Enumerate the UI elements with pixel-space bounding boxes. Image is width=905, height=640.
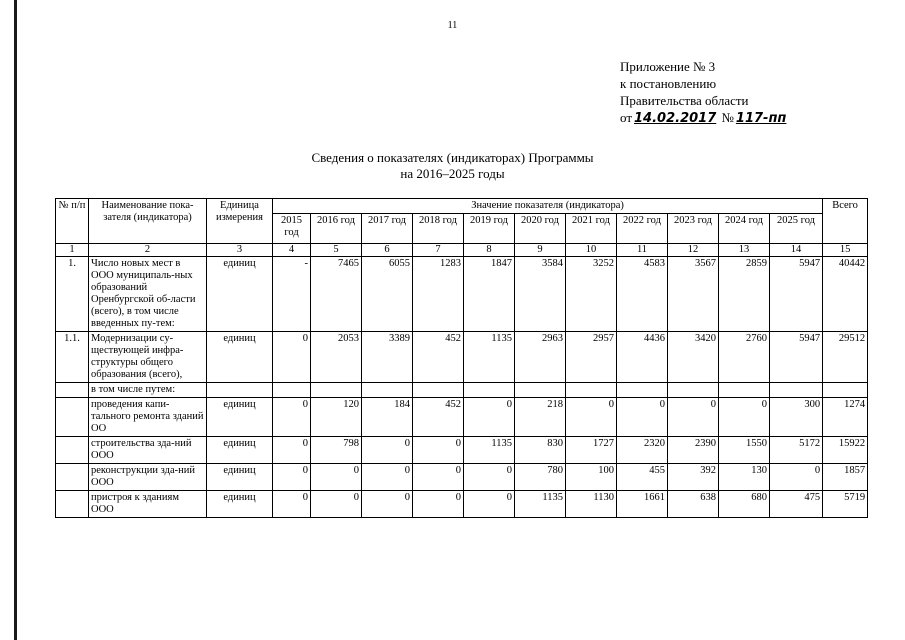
value-cell: 455 (617, 464, 668, 491)
value-cell: 184 (362, 398, 413, 437)
indicator-name: Число новых мест в ООО муниципаль-ных образований Оренбургской об-ласти (всего), в том числе введенных пу-тем: (89, 257, 207, 332)
total-cell: 1857 (823, 464, 868, 491)
value-cell: 452 (413, 332, 464, 383)
value-cell: 2859 (719, 257, 770, 332)
value-cell: 2957 (566, 332, 617, 383)
header-year: 2024 год (719, 214, 770, 244)
unit-cell (207, 383, 273, 398)
value-cell: 4583 (617, 257, 668, 332)
row-number (56, 464, 89, 491)
value-cell: 3252 (566, 257, 617, 332)
table-row (56, 257, 868, 332)
indicator-name: строительства зда-ний ООО (89, 437, 207, 464)
column-number: 1 (56, 244, 89, 257)
value-cell: 0 (362, 464, 413, 491)
value-cell (311, 383, 362, 398)
value-cell: 0 (273, 491, 311, 518)
value-cell: 2390 (668, 437, 719, 464)
value-cell: 1130 (566, 491, 617, 518)
page-edge-bar (14, 0, 17, 640)
indicator-name: Модернизации су-ществующей инфра-структуры общего образования (всего), (89, 332, 207, 383)
indicator-name: пристроя к зданиям ООО (89, 491, 207, 518)
value-cell: 1661 (617, 491, 668, 518)
total-cell: 1274 (823, 398, 868, 437)
header-year: 2017 год (362, 214, 413, 244)
value-cell: 5172 (770, 437, 823, 464)
value-cell: 3389 (362, 332, 413, 383)
value-cell: 452 (413, 398, 464, 437)
appendix-block (620, 58, 788, 127)
table-row (56, 398, 868, 437)
value-cell (566, 383, 617, 398)
row-number (56, 491, 89, 518)
table-row (56, 332, 868, 383)
unit-cell: единиц (207, 398, 273, 437)
column-number: 6 (362, 244, 413, 257)
unit-cell: единиц (207, 332, 273, 383)
value-cell: 0 (668, 398, 719, 437)
value-cell: 0 (362, 491, 413, 518)
appendix-line-2: к постановлению (620, 76, 717, 91)
header-name: Наименование пока-зателя (индикатора) (89, 199, 207, 244)
value-cell: 0 (413, 437, 464, 464)
value-cell: 5947 (770, 332, 823, 383)
value-cell: 0 (566, 398, 617, 437)
header-year: 2018 год (413, 214, 464, 244)
value-cell: 100 (566, 464, 617, 491)
row-number (56, 398, 89, 437)
row-number (56, 437, 89, 464)
table-row (56, 437, 868, 464)
value-cell: 0 (273, 437, 311, 464)
indicator-name: реконструкции зда-ний ООО (89, 464, 207, 491)
header-year: 2019 год (464, 214, 515, 244)
value-cell: 0 (464, 464, 515, 491)
column-number: 15 (823, 244, 868, 257)
value-cell: 2320 (617, 437, 668, 464)
value-cell (668, 383, 719, 398)
value-cell: - (273, 257, 311, 332)
column-number: 3 (207, 244, 273, 257)
value-cell: 475 (770, 491, 823, 518)
value-cell: 1135 (464, 437, 515, 464)
header-year: 2022 год (617, 214, 668, 244)
value-cell: 0 (413, 464, 464, 491)
page-number: 11 (447, 20, 458, 31)
value-cell: 680 (719, 491, 770, 518)
value-cell: 5947 (770, 257, 823, 332)
value-cell: 300 (770, 398, 823, 437)
appendix-line-3: Правительства области (620, 93, 749, 108)
value-cell: 1135 (464, 332, 515, 383)
value-cell: 0 (770, 464, 823, 491)
column-number: 10 (566, 244, 617, 257)
indicator-name: проведения капи-тального ремонта зданий ОО (89, 398, 207, 437)
header-year: 2015 год (273, 214, 311, 244)
value-cell: 2963 (515, 332, 566, 383)
header-year: 2023 год (668, 214, 719, 244)
appendix-line-1: Приложение № 3 (620, 59, 716, 74)
value-cell: 130 (719, 464, 770, 491)
value-cell: 1727 (566, 437, 617, 464)
total-cell: 29512 (823, 332, 868, 383)
value-cell: 830 (515, 437, 566, 464)
indicators-table (55, 198, 868, 518)
unit-cell: единиц (207, 491, 273, 518)
total-cell (823, 383, 868, 398)
header-unit: Единица измерения (207, 199, 273, 244)
value-cell: 6055 (362, 257, 413, 332)
table-row (56, 464, 868, 491)
header-no: № п/п (56, 199, 89, 244)
value-cell (515, 383, 566, 398)
header-total: Всего (823, 199, 868, 244)
value-cell (273, 383, 311, 398)
handwritten-date: 14.02.2017 (634, 111, 717, 126)
document-title (0, 150, 905, 182)
value-cell: 1847 (464, 257, 515, 332)
value-cell: 3584 (515, 257, 566, 332)
total-cell: 15922 (823, 437, 868, 464)
column-number: 7 (413, 244, 464, 257)
value-cell: 0 (273, 332, 311, 383)
value-cell: 0 (362, 437, 413, 464)
column-number: 2 (89, 244, 207, 257)
value-cell: 3567 (668, 257, 719, 332)
value-cell: 0 (311, 491, 362, 518)
value-cell: 1283 (413, 257, 464, 332)
header-year: 2021 год (566, 214, 617, 244)
value-cell (362, 383, 413, 398)
value-cell: 798 (311, 437, 362, 464)
value-cell: 392 (668, 464, 719, 491)
value-cell (413, 383, 464, 398)
column-number: 11 (617, 244, 668, 257)
value-cell: 780 (515, 464, 566, 491)
unit-cell: единиц (207, 257, 273, 332)
header-year: 2025 год (770, 214, 823, 244)
indicator-name: в том числе путем: (89, 383, 207, 398)
value-cell: 638 (668, 491, 719, 518)
column-number: 12 (668, 244, 719, 257)
value-cell: 0 (311, 464, 362, 491)
value-cell: 3420 (668, 332, 719, 383)
column-number: 9 (515, 244, 566, 257)
table-row (56, 491, 868, 518)
title-line-1: Сведения о показателях (индикаторах) Программы (311, 150, 594, 165)
value-cell: 0 (617, 398, 668, 437)
table-row (56, 383, 868, 398)
value-cell: 0 (719, 398, 770, 437)
header-year: 2016 год (311, 214, 362, 244)
value-cell (719, 383, 770, 398)
date-prefix: от (620, 110, 633, 125)
appendix-date-line (620, 109, 788, 127)
value-cell: 1550 (719, 437, 770, 464)
column-number: 14 (770, 244, 823, 257)
unit-cell: единиц (207, 437, 273, 464)
value-cell: 2053 (311, 332, 362, 383)
value-cell (464, 383, 515, 398)
column-number: 13 (719, 244, 770, 257)
handwritten-number: 117-пп (735, 111, 787, 126)
column-number: 8 (464, 244, 515, 257)
value-cell: 1135 (515, 491, 566, 518)
row-number: 1. (56, 257, 89, 332)
row-number (56, 383, 89, 398)
column-number: 5 (311, 244, 362, 257)
total-cell: 5719 (823, 491, 868, 518)
value-cell: 4436 (617, 332, 668, 383)
value-cell (770, 383, 823, 398)
value-cell: 7465 (311, 257, 362, 332)
value-cell: 0 (464, 398, 515, 437)
value-cell: 0 (273, 398, 311, 437)
title-line-2: на 2016–2025 годы (400, 166, 505, 181)
unit-cell: единиц (207, 464, 273, 491)
header-value-group: Значение показателя (индикатора) (273, 199, 823, 214)
value-cell: 2760 (719, 332, 770, 383)
value-cell: 0 (464, 491, 515, 518)
value-cell (617, 383, 668, 398)
row-number: 1.1. (56, 332, 89, 383)
column-number: 4 (273, 244, 311, 257)
value-cell: 0 (413, 491, 464, 518)
value-cell: 0 (273, 464, 311, 491)
number-prefix: № (721, 110, 734, 125)
total-cell: 40442 (823, 257, 868, 332)
header-year: 2020 год (515, 214, 566, 244)
value-cell: 218 (515, 398, 566, 437)
value-cell: 120 (311, 398, 362, 437)
